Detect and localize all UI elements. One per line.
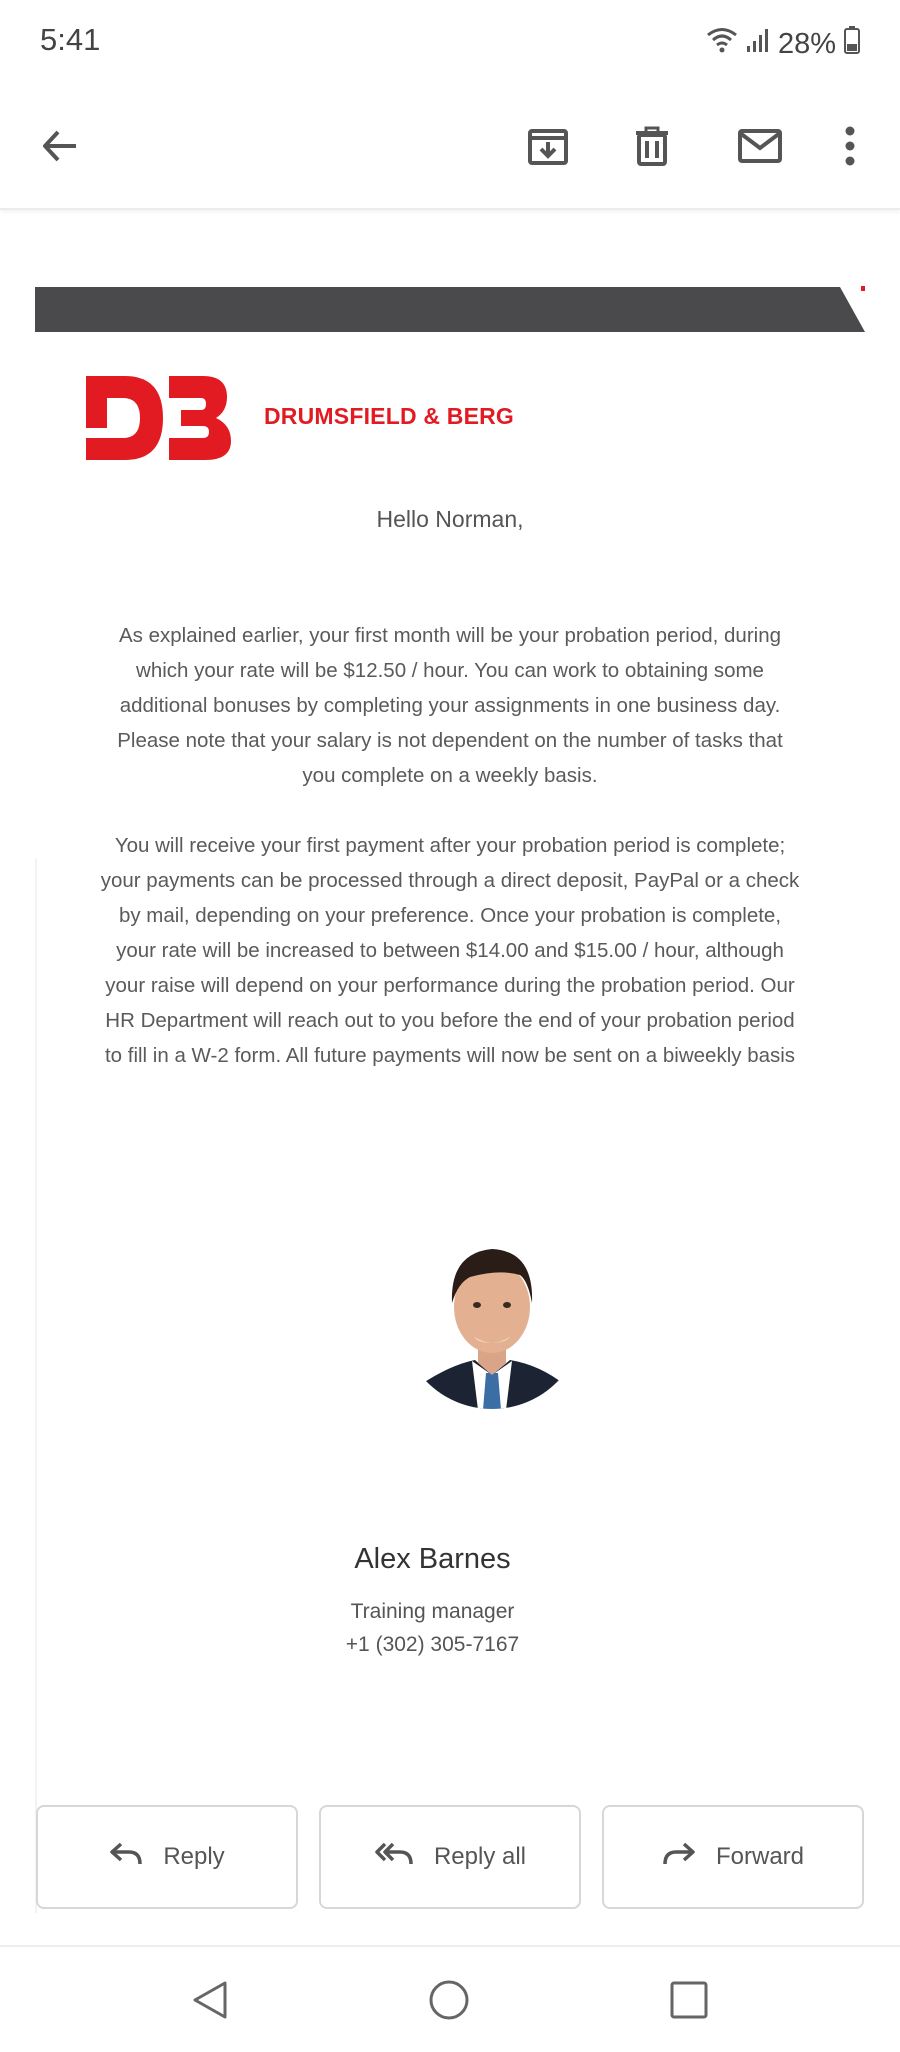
delete-button[interactable] <box>622 118 682 178</box>
brand-banner-corner <box>840 287 865 332</box>
reply-button[interactable] <box>36 1805 298 1909</box>
circle-home-icon <box>428 1979 470 2026</box>
app-toolbar <box>0 88 900 210</box>
brand-banner-accent <box>861 286 865 291</box>
battery-icon <box>844 26 860 62</box>
status-time: 5:41 <box>40 22 101 57</box>
email-body <box>35 208 865 1748</box>
arrow-left-icon <box>40 126 80 171</box>
reply-all-button[interactable] <box>319 1805 581 1909</box>
reply-label: Reply <box>163 1843 225 1870</box>
company-name: DRUMSFIELD & BERG <box>264 403 515 429</box>
nav-recents-button[interactable] <box>664 1977 714 2027</box>
email-greeting: Hello Norman, <box>376 506 524 532</box>
reply-all-label: Reply all <box>433 1843 527 1870</box>
signature-name: Alex Barnes <box>354 1543 511 1575</box>
email-actions <box>36 1805 864 1911</box>
forward-button[interactable] <box>602 1805 864 1909</box>
nav-home-button[interactable] <box>424 1977 474 2027</box>
signature-phone: +1 (302) 305-7167 <box>345 1633 520 1656</box>
reply-icon <box>109 1841 143 1874</box>
brand-banner <box>35 287 865 332</box>
status-bar <box>0 0 900 88</box>
forward-label: Forward <box>715 1843 805 1870</box>
back-button[interactable] <box>30 118 90 178</box>
status-indicators <box>706 24 860 64</box>
more-vert-icon <box>844 126 856 171</box>
reply-all-icon <box>374 1841 414 1874</box>
mark-unread-icon <box>737 128 783 169</box>
square-recents-icon <box>669 1980 709 2025</box>
signal-icon <box>746 27 770 61</box>
delete-icon <box>632 125 672 172</box>
triangle-back-icon <box>191 1980 229 2025</box>
signature-title: Training manager <box>350 1600 515 1623</box>
forward-icon <box>662 1841 696 1874</box>
email-paragraph: As explained earlier, your first month will be your probation period, during which your rate will be $12.50 / hour. You can work to obtaining some additional bonuses by completing your assignments in one business day. Please note that your salary is not dependent on the number of tasks that you complete on a weekly basis. <box>117 624 783 787</box>
wifi-icon <box>706 26 738 62</box>
nav-back-button[interactable] <box>185 1977 235 2027</box>
email-paragraph: You will receive your first payment after your probation period is complete; your payments can be processed through a direct deposit, PayPal or a check by mail, depending on your preference. Once your probation is complete, your rate will be increased to between $14.00 and $15.00 / hour, although your raise will depend on your performance during the probation period. Our HR Department will reach out to you before the end of your probation period to fill in a W-2 form. All future payments will now be sent on a biweekly basis <box>100 834 800 1067</box>
sender-avatar <box>400 1225 585 1410</box>
system-nav-bar <box>0 1945 900 2052</box>
quote-divider <box>35 858 37 1913</box>
company-logo <box>83 368 233 468</box>
more-options-button[interactable] <box>820 118 880 178</box>
archive-button[interactable] <box>518 118 578 178</box>
battery-percent: 28% <box>777 27 836 60</box>
archive-icon <box>527 125 569 172</box>
mark-unread-button[interactable] <box>730 118 790 178</box>
